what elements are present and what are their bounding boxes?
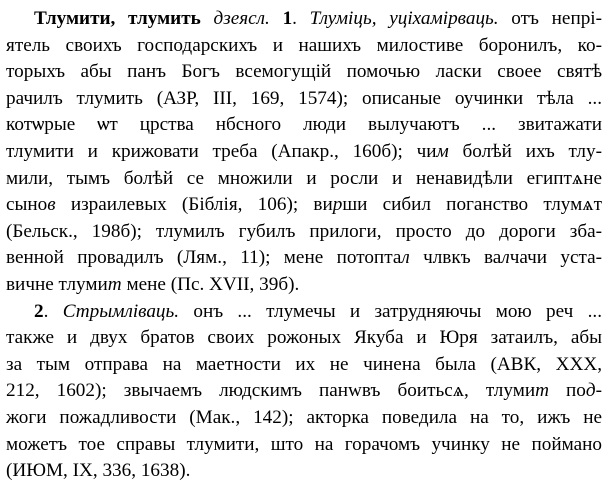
text-run: ши сибил поганство тлумѧт <box>342 194 602 216</box>
text-run: 1 <box>282 8 293 29</box>
text-run <box>201 8 214 29</box>
text-run: за тым отправа на маетности их не чинена была (АВК, XXX, <box>6 353 602 375</box>
text-run: р <box>332 194 343 216</box>
text-run: жоги пожадливости (Мак., 142); акторка поведила на то, ижъ не <box>6 406 602 428</box>
text-line <box>6 352 602 379</box>
text-run: 212, 1602); звычаемъ людскимъ панwвъ боитьсѧ, тлуми <box>6 380 536 402</box>
text-run: д <box>585 380 596 402</box>
text-run: т црства нбсного люди вылучаютъ ... звитажати <box>109 114 602 136</box>
text-run: (Бельск., 198б); тлумилъ губилъ прилоги, просто до дороги зба- <box>6 220 602 242</box>
text-run <box>270 8 283 29</box>
text-run: ли египтѧне <box>493 167 602 189</box>
text-line <box>6 86 602 113</box>
text-run: тлумити и крижовати треба (Апакр., 160б); чи <box>6 140 437 162</box>
text-run: торыхъ абы панъ Богъ всемогущій помочью ласки своее свят <box>6 61 592 83</box>
text-run: . <box>43 300 63 322</box>
text-run: по <box>548 380 586 402</box>
text-line <box>6 219 602 246</box>
text-run: 2 <box>34 300 44 322</box>
text-run: мене (Пс. XVII, 39б). <box>121 273 300 295</box>
text-line <box>6 299 602 326</box>
text-line <box>6 192 602 219</box>
text-line <box>6 112 602 139</box>
text-line <box>6 33 602 60</box>
text-run: ѣ <box>491 140 502 162</box>
text-run: м <box>436 140 449 162</box>
text-line <box>6 405 602 432</box>
text-run: ѣ <box>152 167 163 189</box>
text-line <box>6 59 602 86</box>
text-line <box>6 6 602 33</box>
text-run: израилевых (Біблія, 106); ви <box>55 194 333 216</box>
text-run: ѣ <box>545 87 556 109</box>
text-run: . <box>292 8 310 29</box>
text-run: чачи уста- <box>509 247 603 269</box>
text-run: й се множили и росли и ненавид <box>162 167 483 189</box>
text-run: ѣ <box>591 61 602 83</box>
text-run: Тлумити, тлумить <box>34 8 201 29</box>
paragraph-1 <box>6 6 602 299</box>
text-run: отъ непрі- <box>498 8 603 29</box>
text-run: также и двух братов своих рожоных Якуба и Юря затаилъ, абы <box>6 327 602 349</box>
text-line <box>6 272 602 299</box>
text-run: ѣ <box>482 167 494 189</box>
text-line <box>6 378 602 405</box>
text-run: ла ... <box>555 87 602 109</box>
text-run: бол <box>448 140 492 162</box>
text-run: венной провадилъ (Лям., 11); мене потопта <box>6 247 402 269</box>
text-run: онъ ... тлумечы и затрудняючы мою реч ... <box>179 300 603 322</box>
text-run: ѡ <box>32 114 45 136</box>
text-run: й ихъ тлу- <box>501 140 602 162</box>
text-run: ятель своихъ господарскихъ и нашихъ милостиве боронилъ, ко- <box>6 34 602 56</box>
text-line <box>6 166 602 193</box>
text-run: рые <box>44 114 98 136</box>
text-run: члвкъ ва <box>409 247 502 269</box>
text-run: рачилъ тлумить (АЗР, III, 169, 1574); описаные оучи <box>6 87 494 109</box>
text-run: т <box>535 380 549 402</box>
text-run: ѡ <box>97 114 110 136</box>
text-run: кот <box>6 114 33 136</box>
text-run: л <box>401 247 410 269</box>
text-line <box>6 139 602 166</box>
text-run: дзеясл. <box>213 8 270 29</box>
text-run: - <box>595 380 602 402</box>
text-line <box>6 245 602 272</box>
paragraph-2 <box>6 299 602 485</box>
text-run: можетъ тое справы тлумити, што на горачомъ учинку не поймано (ИЮМ, IX, 336, 1638). <box>6 433 602 482</box>
text-run: в <box>47 194 56 216</box>
text-run: Тлуміць, уціхамірваць. <box>309 8 499 29</box>
text-run: сыно <box>6 194 48 216</box>
text-run: л <box>501 247 510 269</box>
text-run: нки т <box>493 87 546 109</box>
text-run: вичне тлуми <box>6 273 108 295</box>
text-line <box>6 432 602 485</box>
text-line <box>6 325 602 352</box>
text-run: т <box>107 273 122 295</box>
text-run: Стрымліваць. <box>62 300 180 322</box>
text-run: мили, тымъ бол <box>6 167 153 189</box>
